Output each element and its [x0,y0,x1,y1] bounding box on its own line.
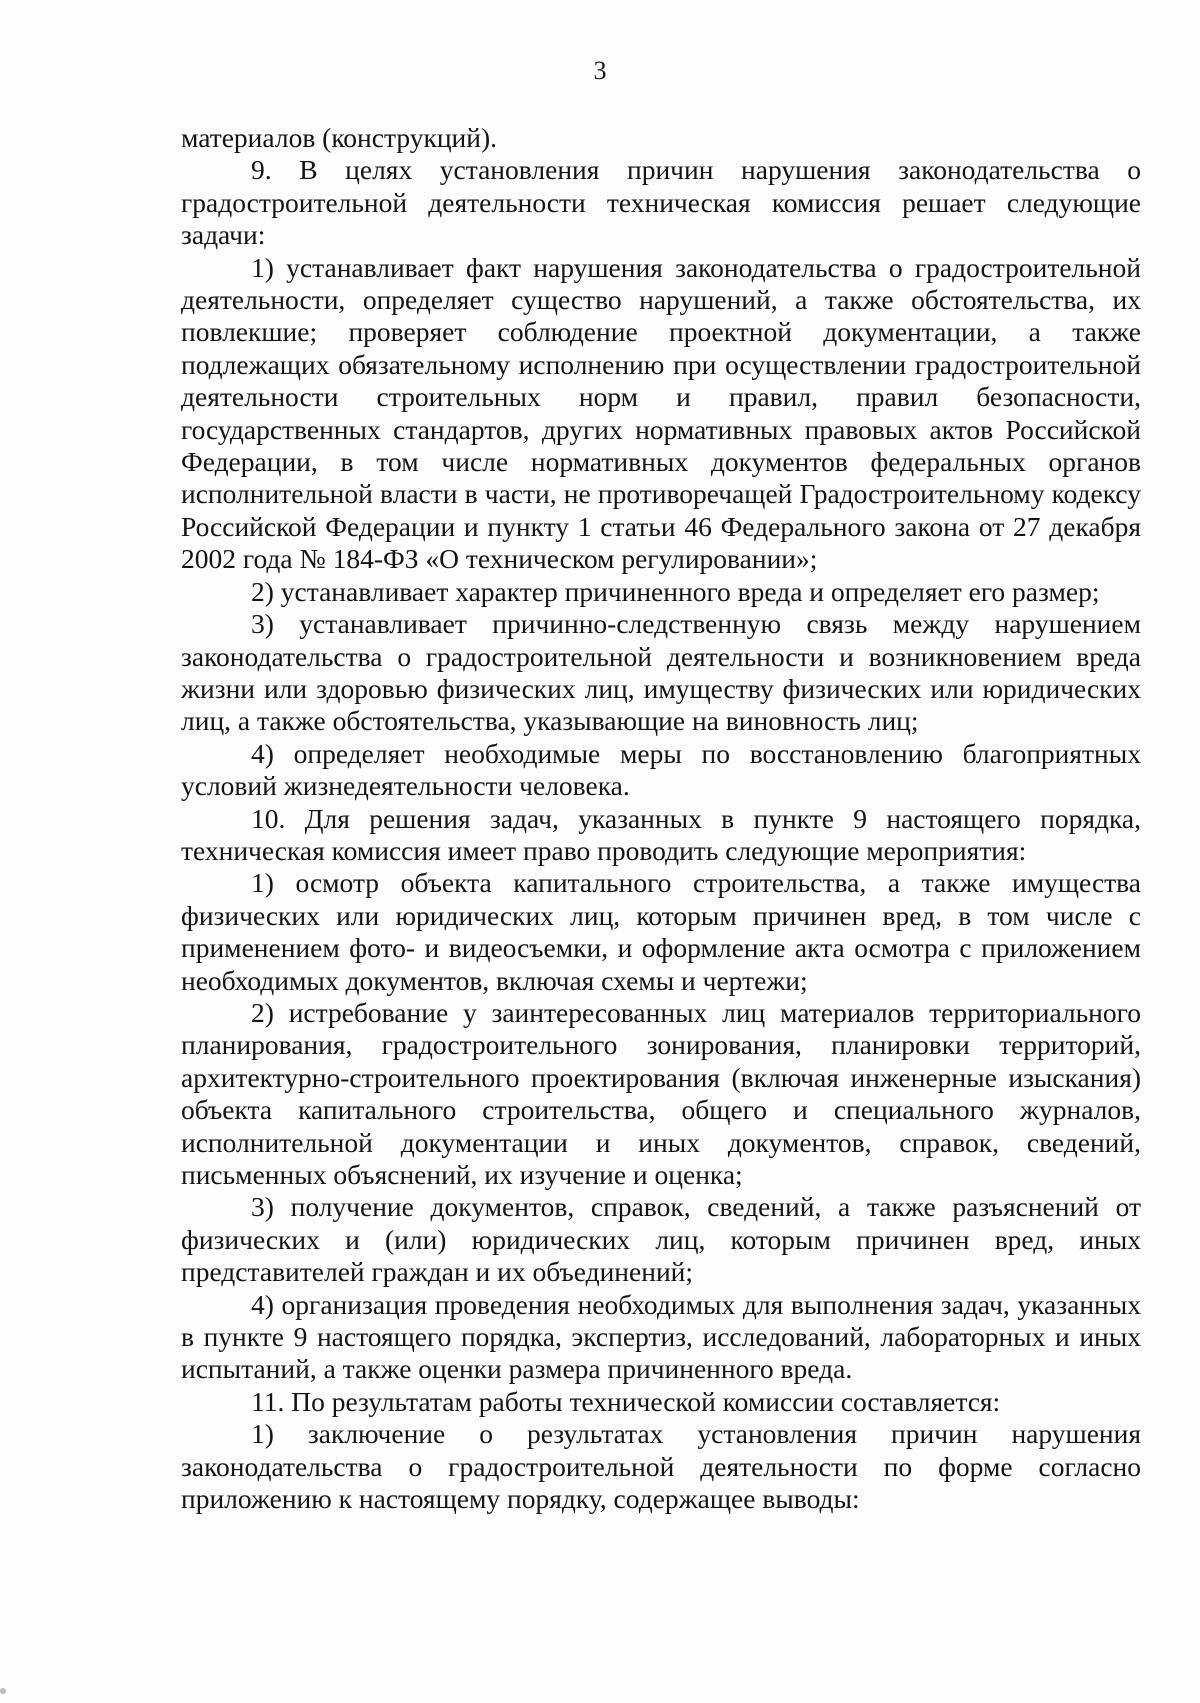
paragraph-item-10-1: 1) осмотр объекта капитального строительства, а также имущества физических или юридических лиц, которым причинен вред, в том числе с применением фото- и видеосъемки, и оформление акта осмотра с приложением необходимых документов, включая схемы и чертежи; [181,867,1141,996]
paragraph-item-9-3: 3) устанавливает причинно-следственную связь между нарушением законодательства о градостроительной деятельности и возникновением вреда жизни или здоровью физических лиц, имуществу физических или юридических лиц, а также обстоятельства, указывающие на виновность лиц; [181,608,1141,737]
paragraph-item-10: 10. Для решения задач, указанных в пункте 9 настоящего порядка, техническая комиссия имеет право проводить следующие мероприятия: [181,802,1141,866]
paragraph-item-9-4: 4) определяет необходимые меры по восстановлению благоприятных условий жизнедеятельности человека. [181,737,1141,802]
paragraph-item-10-2: 2) истребование у заинтересованных лиц материалов территориального планирования, градостроительного зонирования, планировки территорий, архитектурно-строительного проектирования (включая инженерные изыскания) объекта капитального строительства, общего и специального журналов, исполнительной документации и иных документов, справок, сведений, письменных объяснений, их изучение и оценка; [181,996,1141,1190]
paragraph-item-10-4: 4) организация проведения необходимых для выполнения задач, указанных в пункте 9 настоящего порядка, экспертиз, исследований, лабораторных и иных испытаний, а также оценки размера причиненного вреда. [181,1288,1141,1385]
paragraph-continuation: материалов (конструкций). [181,122,498,153]
scan-artifact-mark [0,1688,6,1694]
paragraph-item-10-3: 3) получение документов, справок, сведений, а также разъяснений от физических и (или) юридических лиц, которым причинен вред, иных представителей граждан и их объединений; [181,1191,1141,1288]
paragraph-item-11-1: 1) заключение о результатах установления причин нарушения законодательства о градостроительной деятельности по форме согласно приложению к настоящему порядку, содержащее выводы: [181,1418,1141,1515]
page-number: 3 [593,56,607,85]
document-body [181,122,1141,1515]
paragraph-item-9-1: 1) устанавливает факт нарушения законодательства о градостроительной деятельности, определяет существо нарушений, а также обстоятельства, их повлекшие; проверяет соблюдение проектной документации, а также подлежащих обязательному исполнению при осуществлении градостроительной деятельности строительных норм и правил, правил безопасности, государственных стандартов, других нормативных правовых актов Российской Федерации, в том числе нормативных документов федеральных органов исполнительной власти в части, не противоречащей Градостроительному кодексу Российской Федерации и пункту 1 статьи 46 Федерального закона от 27 декабря 2002 года № 184-ФЗ «О техническом регулировании»; [181,251,1141,575]
paragraph-item-11: 11. По результатам работы технической комиссии составляется: [251,1385,1001,1417]
paragraph-item-9-2: 2) устанавливает характер причиненного вреда и определяет его размер; [251,575,1100,607]
paragraph-item-9: 9. В целях установления причин нарушения законодательства о градостроительной деятельности техническая комиссия решает следующие задачи: [181,154,1141,251]
